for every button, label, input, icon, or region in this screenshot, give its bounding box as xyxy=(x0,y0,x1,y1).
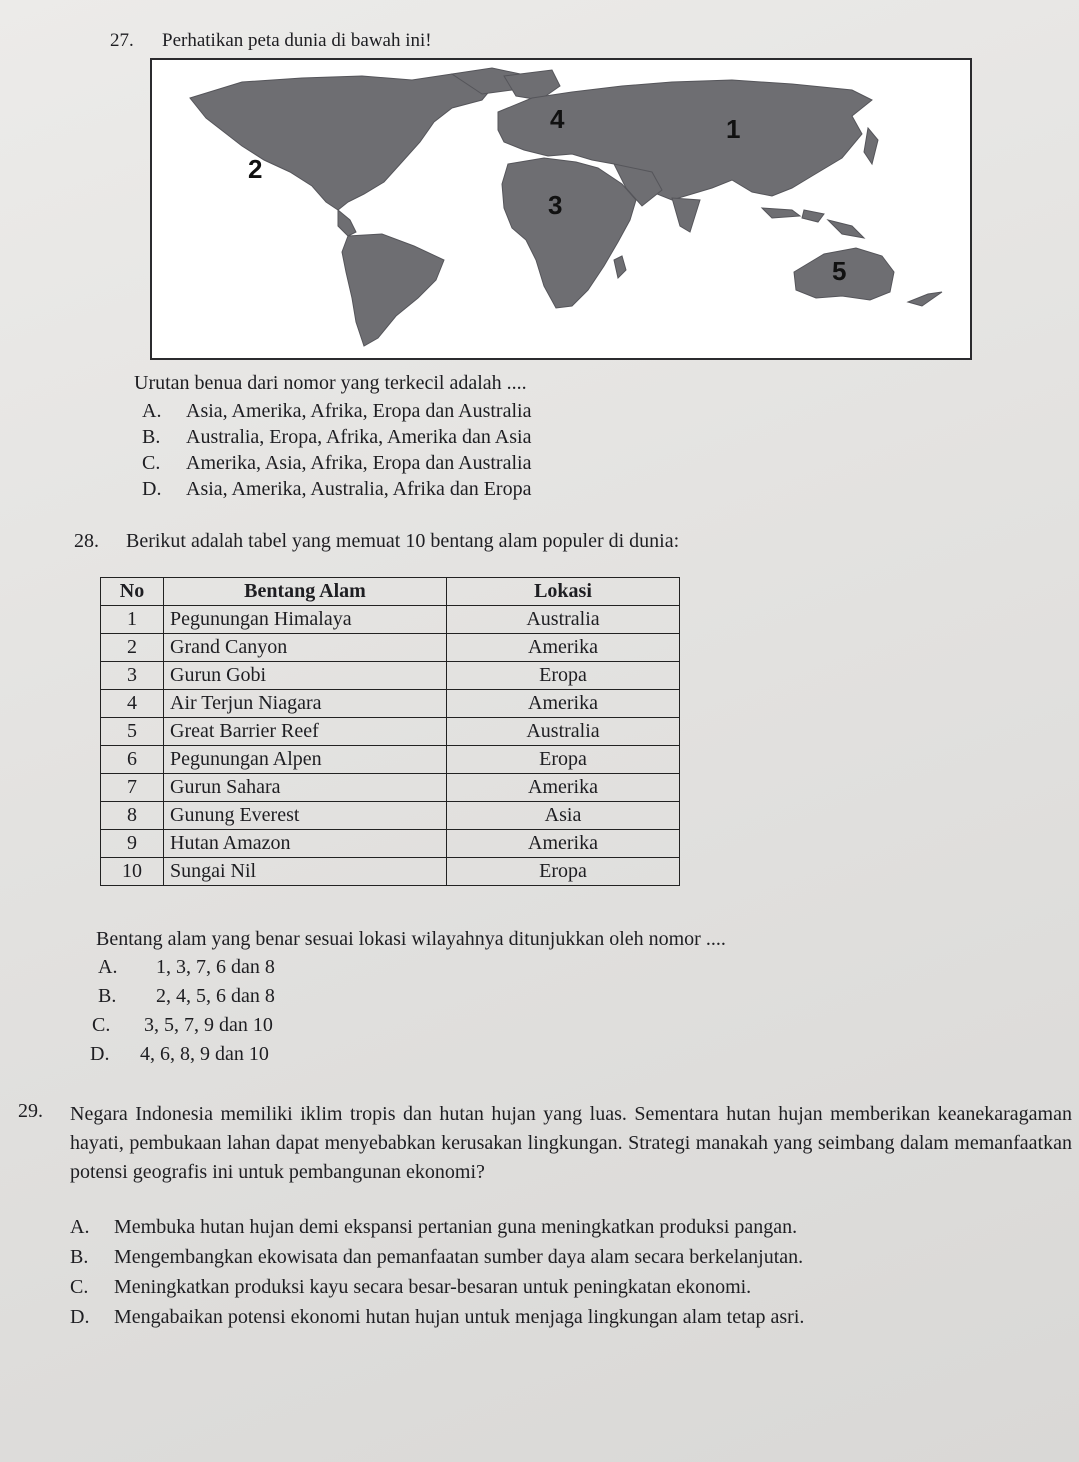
table-row xyxy=(101,830,680,858)
row-number: 8 xyxy=(101,802,164,830)
row-landscape: Air Terjun Niagara xyxy=(164,690,447,718)
row-location: Australia xyxy=(447,606,680,634)
row-location: Australia xyxy=(447,718,680,746)
q27-option-c-text: Amerika, Asia, Afrika, Eropa dan Australia xyxy=(186,452,532,474)
map-label-5: 5 xyxy=(832,256,847,286)
row-number: 6 xyxy=(101,746,164,774)
q27-question: Urutan benua dari nomor yang terkecil adalah .... xyxy=(134,372,527,394)
q27-option-b-letter: B. xyxy=(142,426,161,448)
map-label-4: 4 xyxy=(550,104,565,134)
q29-option-c[interactable] xyxy=(70,1276,751,1299)
q28-number: 28. xyxy=(74,530,99,552)
row-location: Asia xyxy=(447,802,680,830)
table-row xyxy=(101,634,680,662)
q29-question: Negara Indonesia memiliki iklim tropis dan hutan hujan yang luas. Sementara hutan hujan memberikan keanekaragaman hayati, pembukaan lahan dapat menyebabkan kerusakan lingkungan. Strategi manakah yang seimbang dalam memanfaatkan potensi geografis ini untuk pembangunan ekonomi? xyxy=(70,1103,1072,1183)
q29-option-a-text: Membuka hutan hujan demi ekspansi pertanian guna meningkatkan produksi pangan. xyxy=(114,1216,798,1238)
table-row xyxy=(101,718,680,746)
q28-option-c[interactable] xyxy=(92,1014,273,1037)
q28-option-d[interactable] xyxy=(90,1043,269,1066)
q27-option-d-text: Asia, Amerika, Australia, Afrika dan Eropa xyxy=(186,478,532,500)
row-landscape: Great Barrier Reef xyxy=(164,718,447,746)
row-number: 9 xyxy=(101,830,164,858)
row-location: Amerika xyxy=(447,774,680,802)
q28-option-d-letter: D. xyxy=(90,1043,110,1065)
q29-option-c-text: Meningkatkan produksi kayu secara besar-besaran untuk peningkatan ekonomi. xyxy=(114,1276,752,1298)
row-location: Amerika xyxy=(447,634,680,662)
q29-number: 29. xyxy=(18,1100,43,1122)
row-location: Amerika xyxy=(447,830,680,858)
q27-option-a[interactable] xyxy=(142,400,531,423)
header-lokasi: Lokasi xyxy=(447,578,680,606)
q27-option-d[interactable] xyxy=(142,478,531,501)
row-number: 3 xyxy=(101,662,164,690)
q27-option-b[interactable] xyxy=(142,426,531,449)
row-landscape: Gurun Sahara xyxy=(164,774,447,802)
header-no: No xyxy=(101,578,164,606)
landscape-table xyxy=(100,577,680,886)
map-label-3: 3 xyxy=(548,190,563,220)
q27-option-a-letter: A. xyxy=(142,400,162,422)
q27-option-b-text: Australia, Eropa, Afrika, Amerika dan Asia xyxy=(186,426,532,448)
row-location: Eropa xyxy=(447,662,680,690)
q28-option-d-text: 4, 6, 8, 9 dan 10 xyxy=(140,1043,269,1065)
row-landscape: Gunung Everest xyxy=(164,802,447,830)
row-location: Eropa xyxy=(447,746,680,774)
q28-option-b-letter: B. xyxy=(98,985,117,1007)
header-bentang-alam: Bentang Alam xyxy=(164,578,447,606)
q28-prompt: Berikut adalah tabel yang memuat 10 bentang alam populer di dunia: xyxy=(126,530,680,552)
africa-shape xyxy=(502,158,636,308)
q28-option-c-text: 3, 5, 7, 9 dan 10 xyxy=(144,1014,273,1036)
table-row xyxy=(101,774,680,802)
row-location: Eropa xyxy=(447,858,680,886)
q29-option-d-letter: D. xyxy=(70,1306,90,1328)
q28-option-a[interactable] xyxy=(98,956,275,979)
row-landscape: Grand Canyon xyxy=(164,634,447,662)
q29-option-b-text: Mengembangkan ekowisata dan pemanfaatan sumber daya alam secara berkelanjutan. xyxy=(114,1246,804,1268)
table-row xyxy=(101,662,680,690)
q27-option-c-letter: C. xyxy=(142,452,161,474)
q27-option-d-letter: D. xyxy=(142,478,162,500)
table-row xyxy=(101,858,680,886)
q27-number: 27. xyxy=(110,30,134,51)
row-number: 5 xyxy=(101,718,164,746)
q27-option-a-text: Asia, Amerika, Afrika, Eropa dan Australia xyxy=(186,400,532,422)
map-label-2: 2 xyxy=(248,154,263,184)
table-row xyxy=(101,690,680,718)
q28-option-b-text: 2, 4, 5, 6 dan 8 xyxy=(156,985,275,1007)
north-america-shape xyxy=(190,74,497,210)
world-map xyxy=(150,58,972,360)
row-landscape: Hutan Amazon xyxy=(164,830,447,858)
q28-option-c-letter: C. xyxy=(92,1014,111,1036)
row-landscape: Gurun Gobi xyxy=(164,662,447,690)
row-number: 10 xyxy=(101,858,164,886)
q29-option-a-letter: A. xyxy=(70,1216,90,1238)
q28-option-b[interactable] xyxy=(98,985,275,1008)
row-landscape: Pegunungan Alpen xyxy=(164,746,447,774)
q29-option-c-letter: C. xyxy=(70,1276,89,1298)
table-header-row xyxy=(101,578,680,606)
q29-option-b-letter: B. xyxy=(70,1246,89,1268)
row-number: 4 xyxy=(101,690,164,718)
south-america-shape xyxy=(342,234,444,346)
row-landscape: Pegunungan Himalaya xyxy=(164,606,447,634)
row-number: 1 xyxy=(101,606,164,634)
map-label-1: 1 xyxy=(726,114,741,144)
row-number: 7 xyxy=(101,774,164,802)
q29-option-a[interactable] xyxy=(70,1216,797,1239)
q27-option-c[interactable] xyxy=(142,452,531,475)
row-location: Amerika xyxy=(447,690,680,718)
q28-option-a-text: 1, 3, 7, 6 dan 8 xyxy=(156,956,275,978)
table-row xyxy=(101,746,680,774)
q29-option-d-text: Mengabaikan potensi ekonomi hutan hujan untuk menjaga lingkungan alam tetap asri. xyxy=(114,1306,805,1328)
row-number: 2 xyxy=(101,634,164,662)
q27-prompt: Perhatikan peta dunia di bawah ini! xyxy=(162,30,432,51)
q29-option-b[interactable] xyxy=(70,1246,803,1269)
q29-option-d[interactable] xyxy=(70,1306,804,1329)
table-row xyxy=(101,606,680,634)
table-row xyxy=(101,802,680,830)
q28-option-a-letter: A. xyxy=(98,956,118,978)
row-landscape: Sungai Nil xyxy=(164,858,447,886)
q28-question: Bentang alam yang benar sesuai lokasi wilayahnya ditunjukkan oleh nomor .... xyxy=(96,928,726,950)
